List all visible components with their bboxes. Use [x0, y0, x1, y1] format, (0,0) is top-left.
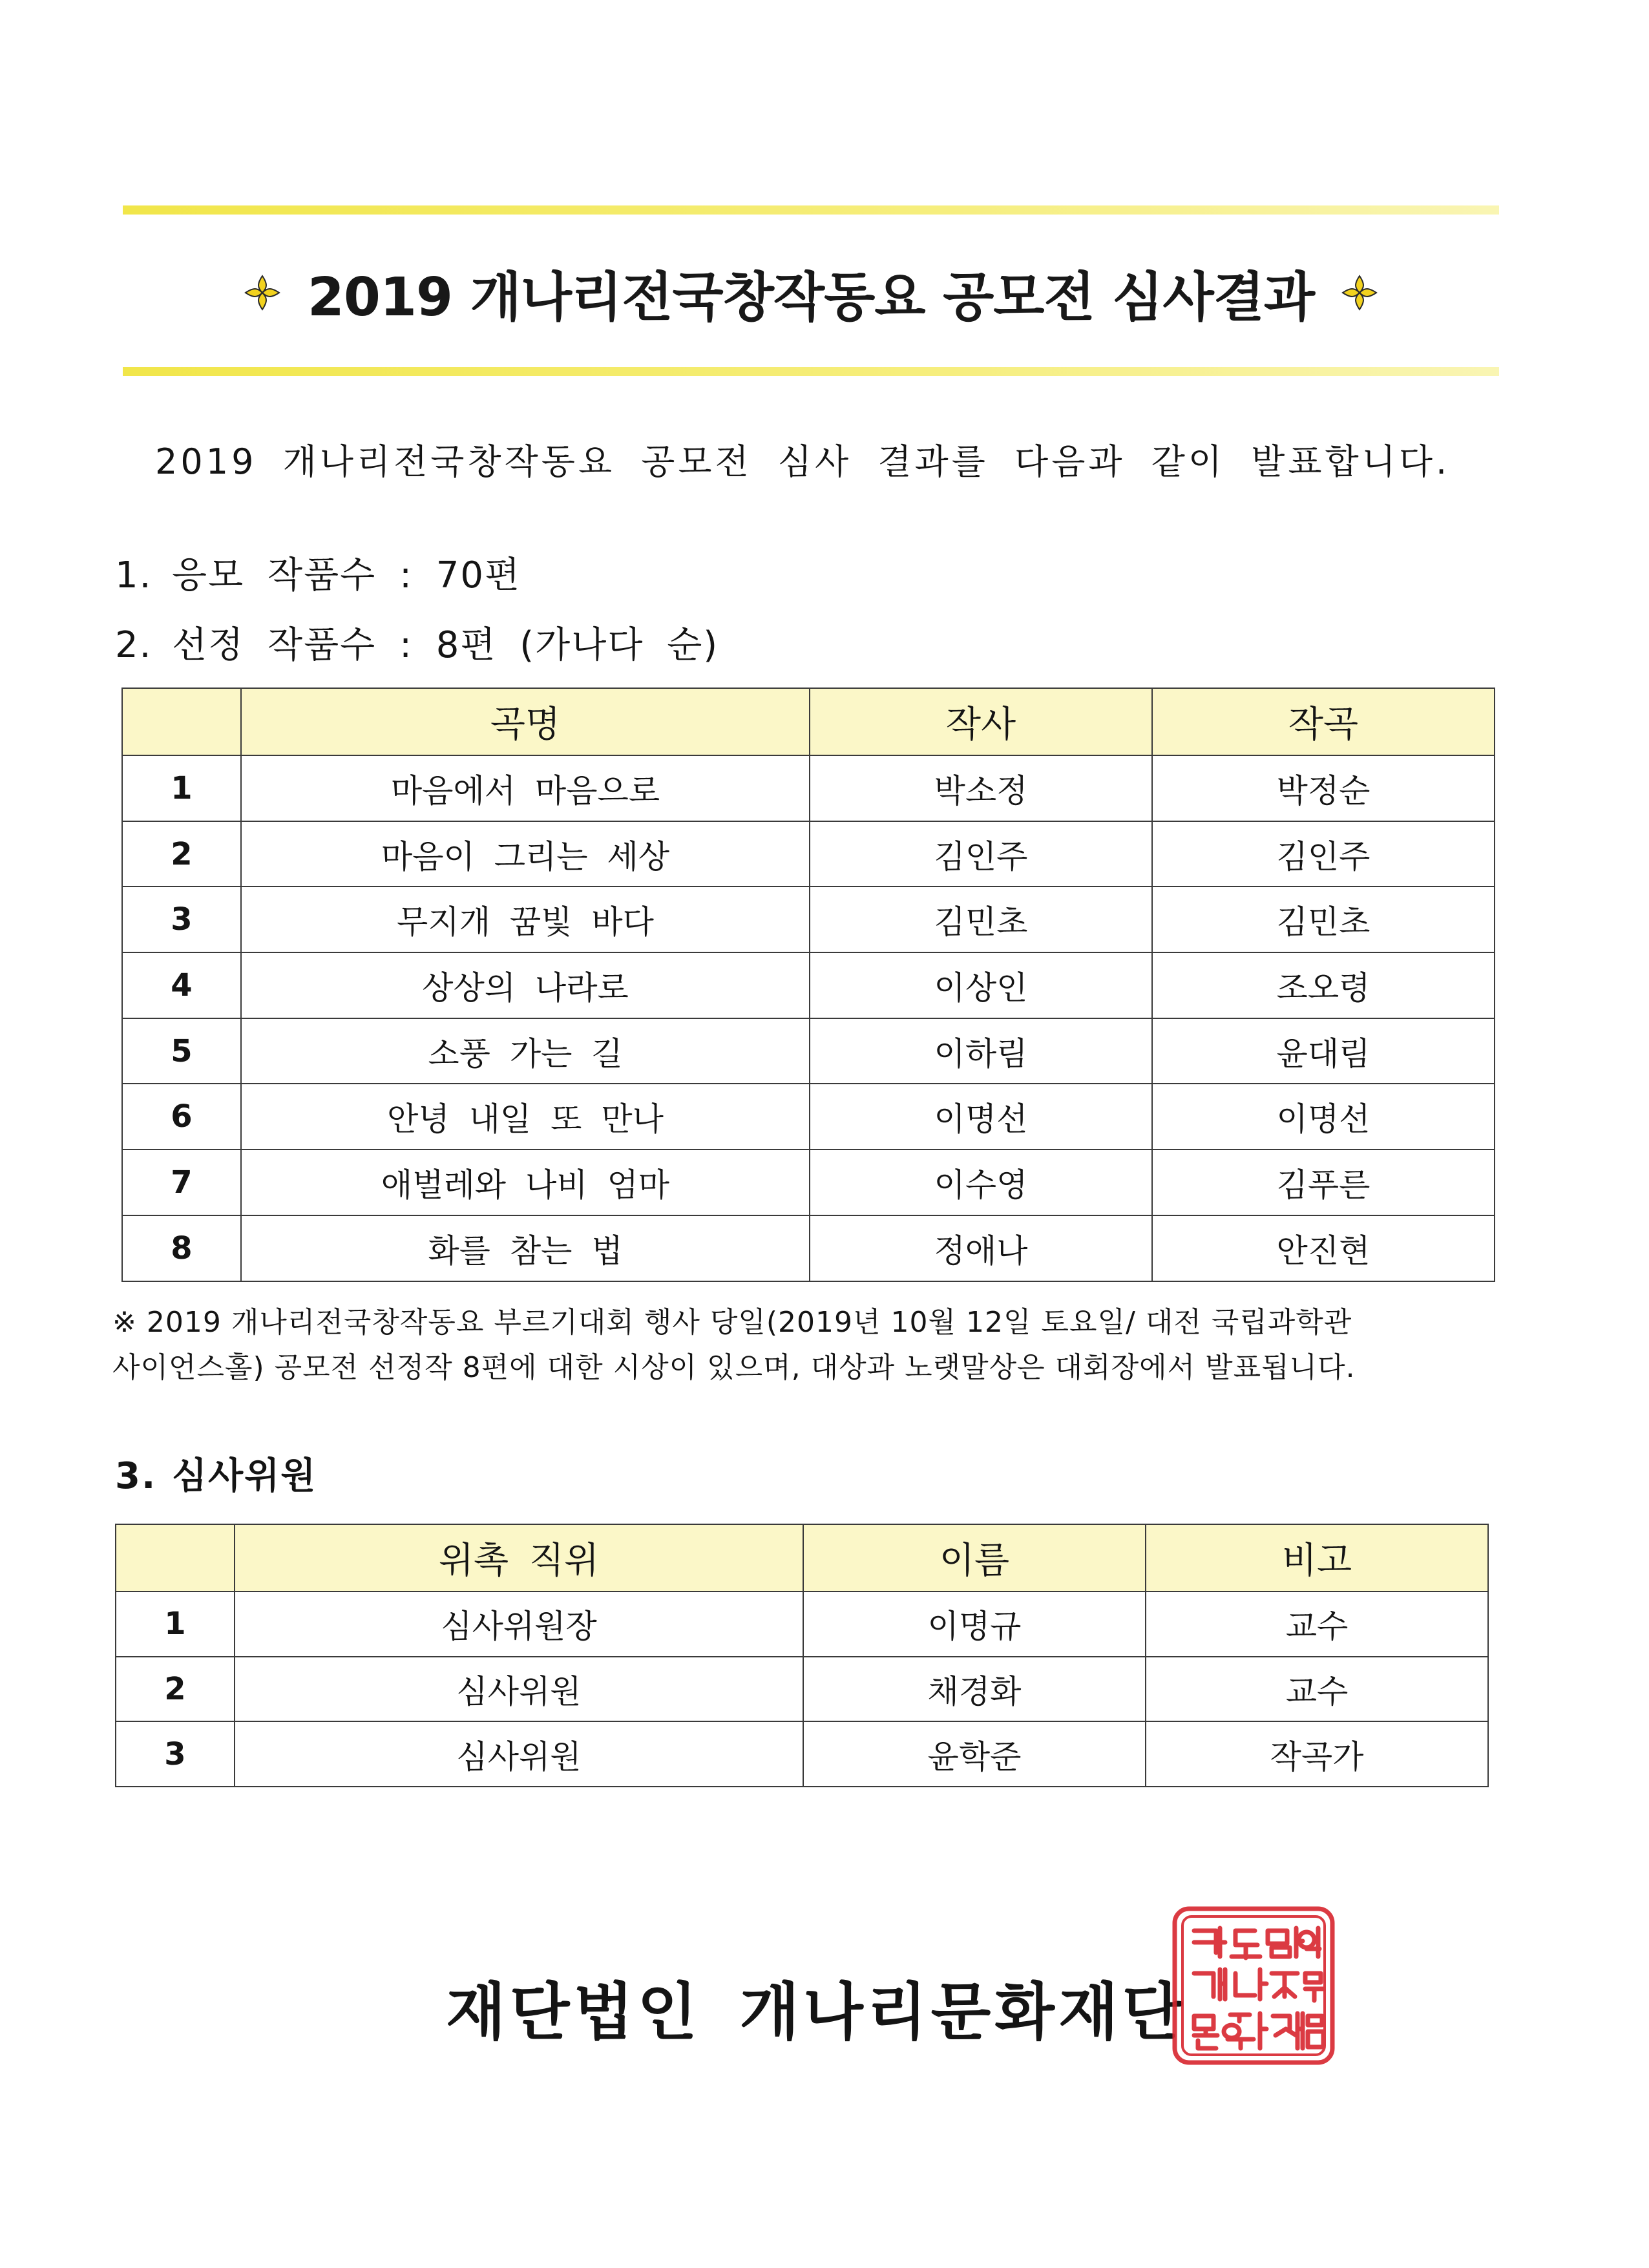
row-number: 5 — [122, 1018, 241, 1084]
song-title: 마음이 그리는 세상 — [241, 821, 810, 887]
judge-position: 심사위원 — [235, 1721, 803, 1787]
composer: 김푸른 — [1152, 1150, 1495, 1215]
issuer-signature: 재단법인 개나리문화재단 — [446, 1976, 1186, 2048]
header-cell-composer: 작곡 — [1152, 688, 1495, 755]
lyricist: 이명선 — [810, 1084, 1152, 1150]
table-row — [116, 1591, 1488, 1657]
song-title: 상상의 나라로 — [241, 952, 810, 1018]
table-row — [122, 1150, 1495, 1215]
row-number: 6 — [122, 1084, 241, 1150]
header-cell-name: 이름 — [803, 1524, 1146, 1591]
song-title: 애벌레와 나비 엄마 — [241, 1150, 810, 1215]
item-text: 선정 작품수 : 8편 (가나다 순) — [172, 624, 719, 666]
composer: 김민초 — [1152, 887, 1495, 952]
judges-table — [115, 1524, 1489, 1787]
lyricist: 김민초 — [810, 887, 1152, 952]
lyricist: 박소정 — [810, 755, 1152, 821]
note-line: ※ 2019 개나리전국창작동요 부르기대회 행사 당일(2019년 10월 12일 토요일/ 대전 국립과학관 — [112, 1306, 1352, 1339]
table-row — [122, 952, 1495, 1018]
row-number: 2 — [122, 821, 241, 887]
composer: 김인주 — [1152, 821, 1495, 887]
header-cell-position: 위촉 직위 — [235, 1524, 803, 1591]
title-block — [123, 205, 1499, 377]
song-title: 안녕 내일 또 만나 — [241, 1084, 810, 1150]
judge-position: 심사위원장 — [235, 1591, 803, 1657]
song-title: 화를 참는 법 — [241, 1215, 810, 1281]
item-number: 3. — [115, 1455, 157, 1497]
row-number: 7 — [122, 1150, 241, 1215]
composer: 윤대림 — [1152, 1018, 1495, 1084]
note-line: 사이언스홀) 공모전 선정작 8편에 대한 시상이 있으며, 대상과 노랫말상은 대회장에서 발표됩니다. — [112, 1351, 1356, 1384]
header-cell-number — [116, 1524, 235, 1591]
table-header-row — [122, 688, 1495, 755]
header-cell-title: 곡명 — [241, 688, 810, 755]
table-row — [122, 821, 1495, 887]
lyricist: 이하림 — [810, 1018, 1152, 1084]
judge-name: 윤학준 — [803, 1721, 1146, 1787]
judge-name: 이명규 — [803, 1591, 1146, 1657]
title-line — [123, 257, 1499, 328]
lyricist: 김인주 — [810, 821, 1152, 887]
row-number: 2 — [116, 1657, 235, 1722]
row-number: 1 — [116, 1591, 235, 1657]
song-title: 소풍 가는 길 — [241, 1018, 810, 1084]
judge-remark: 작곡가 — [1146, 1721, 1488, 1787]
judge-position: 심사위원 — [235, 1657, 803, 1722]
lyricist: 이상인 — [810, 952, 1152, 1018]
composer: 조오령 — [1152, 952, 1495, 1018]
judge-name: 채경화 — [803, 1657, 1146, 1722]
header-cell-remark: 비고 — [1146, 1524, 1488, 1591]
lyricist: 이수영 — [810, 1150, 1152, 1215]
header-cell-lyricist: 작사 — [810, 688, 1152, 755]
judge-remark: 교수 — [1146, 1591, 1488, 1657]
title-rule-top — [123, 205, 1499, 215]
row-number: 3 — [116, 1721, 235, 1787]
row-number: 4 — [122, 952, 241, 1018]
table-header-row — [116, 1524, 1488, 1591]
table-row — [122, 1018, 1495, 1084]
header-cell-number — [122, 688, 241, 755]
table-row — [122, 1084, 1495, 1150]
table-row — [122, 755, 1495, 821]
table-row — [122, 1215, 1495, 1281]
item-text: 심사위원 — [172, 1455, 317, 1497]
flower-ornament-icon — [243, 273, 282, 312]
official-seal-stamp — [1168, 1902, 1339, 2069]
table-row — [122, 887, 1495, 952]
title-rule-bottom — [123, 367, 1499, 376]
selected-count-line — [115, 616, 719, 668]
table-row — [116, 1657, 1488, 1722]
composer: 박정순 — [1152, 755, 1495, 821]
table-row — [116, 1721, 1488, 1787]
item-text: 응모 작품수 : 70편 — [172, 554, 521, 596]
item-number: 1. — [115, 554, 152, 596]
lyricist: 정애나 — [810, 1215, 1152, 1281]
lead-paragraph: 2019 개나리전국창작동요 공모전 심사 결과를 다음과 같이 발표합니다. — [155, 441, 1451, 482]
page-title: 2019 개나리전국창작동요 공모전 심사결과 — [307, 266, 1315, 328]
judge-remark: 교수 — [1146, 1657, 1488, 1722]
item-number: 2. — [115, 624, 152, 666]
entry-count-line — [115, 547, 521, 598]
row-number: 1 — [122, 755, 241, 821]
selected-songs-table — [121, 688, 1495, 1282]
flower-ornament-icon — [1340, 273, 1379, 312]
judges-heading — [115, 1447, 317, 1499]
row-number: 8 — [122, 1215, 241, 1281]
composer: 이명선 — [1152, 1084, 1495, 1150]
row-number: 3 — [122, 887, 241, 952]
event-note — [112, 1300, 1534, 1391]
composer: 안진현 — [1152, 1215, 1495, 1281]
song-title: 마음에서 마음으로 — [241, 755, 810, 821]
song-title: 무지개 꿈빛 바다 — [241, 887, 810, 952]
